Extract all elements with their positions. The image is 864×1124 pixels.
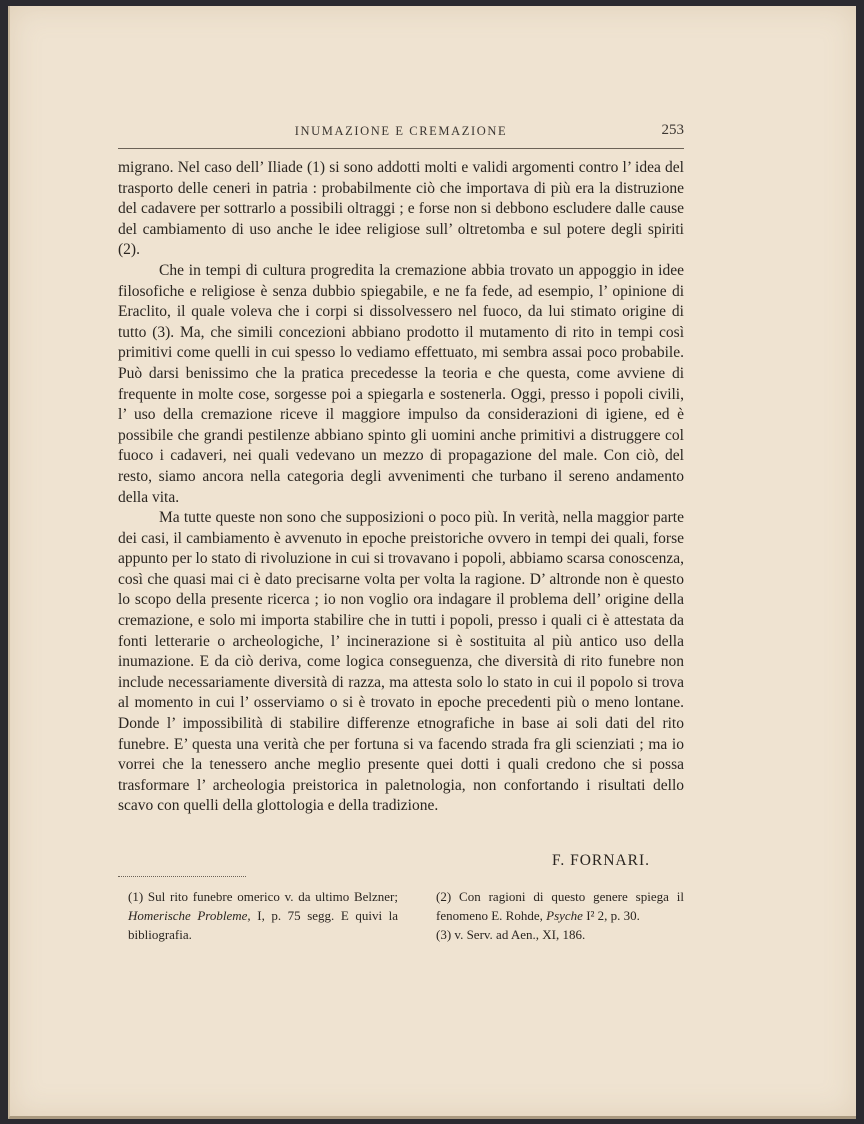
paragraph: Ma tutte queste non sono che supposizioni o poco più. In verità, nella maggior parte dei casi, il cambiamento è avvenuto in epoche preistoriche ovvero in tempi dei quali, forse appunto per lo stato di rivoluzione in cui si trovavano i popoli, abbiamo scarsa conoscenza, così che quasi mai ci è dato precisarne volta per volta la ragione. D’ altronde non è questo lo scopo della presente ricerca ; io non voglio ora indagare il problema dell’ origine della cremazione, e solo mi importa stabilire che in tutti i popoli, presso i quali ci è attestata da fonti letterarie o archeologiche, l’ incinerazione si è sostituita al più antico uso della inumazione. E da ciò deriva, come logica conseguenza, che diversità di rito funebre non include necessariamente diversità di razza, ma attesta solo lo stato in cui il popolo si trova al momento in cui l’ osserviamo o si è trovato in epoche precedenti più o meno lontane. Donde l’ impossibilità di stabilire differenze etnografiche in base ai soli dati del rito funebre. E’ questa una verità che per fortuna si va facendo strada fra gli scienziati ; ma io vorrei che la tenessero anche meglio presente quei dotti i quali credono che si possa trasformare l’ archeologia preistorica in paletnologia, non confortando i risultati dello scavo con quelli della glottologia e della tradizione.: [118, 509, 684, 815]
footnote-column-right: [436, 887, 684, 944]
cited-title: Psyche: [546, 908, 583, 923]
footnote-text: I, p. 75 segg. E quivi la bibliografia.: [128, 908, 398, 942]
footnote-1: [128, 887, 398, 944]
footnote-text: I² 2, p. 30.: [582, 908, 640, 923]
footnote-2: [436, 887, 684, 925]
running-title: INUMAZIONE E CREMAZIONE: [294, 124, 508, 138]
page-header: [118, 120, 684, 149]
author-signature: F. FORNARI.: [551, 852, 650, 869]
footnote-column-left: [128, 887, 398, 944]
footnote-divider: [118, 876, 246, 877]
cited-title: Homerische Probleme,: [128, 908, 251, 923]
article-body: [118, 158, 684, 817]
footnote-text: (1) Sul rito funebre omerico v. da ultimo Belzner;: [128, 889, 398, 904]
paragraph: migrano. Nel caso dell’ Iliade (1) si sono addotti molti e validi argomenti contro l’ idea del trasporto delle ceneri in patria : probabilmente ciò che importava di più era la distruzione del cadavere per sottrarlo a possibili oltraggi ; e forse non si debbono escludere dalle cause del cambiamento di uso anche le idee religiose sull’ oltretomba e sul potere degli spiriti (2).: [118, 159, 684, 259]
paragraph: Che in tempi di cultura progredita la cremazione abbia trovato un appoggio in idee filosofiche e religiose è senza dubbio spiegabile, e ne fa fede, ad esempio, l’ opinione di Eraclito, il quale voleva che i corpi si dissolvessero nel fuoco, da lui stimato origine di tutto (3). Ma, che simili concezioni abbiano prodotto il mutamento di rito in tempi così primitivi come quelli in cui spesso lo vediamo effettuato, mi sembra assai poco probabile. Può darsi benissimo che la pratica precedesse la teoria e che questa, come avviene di frequente in molte cose, sorgesse poi a spiegarla e sostenerla. Oggi, presso i popoli civili, l’ uso della cremazione riceve il maggiore impulso da considerazioni di igiene, ed è possibile che grandi pestilenze abbiano spinto gli uomini anche primitivi a distruggere col fuoco i cadaveri, nei quali vedevano un mezzo di propagazione del male. Con ciò, del resto, siamo ancora nella categoria degli avvenimenti che turbano il sereno andamento della vita.: [118, 261, 684, 506]
page-number: 253: [661, 122, 684, 138]
footnote-3: (3) v. Serv. ad Aen., XI, 186.: [436, 927, 586, 942]
footnote-text: (2) Con ragioni di questo genere spiega il fenomeno E. Rohde,: [436, 889, 684, 923]
